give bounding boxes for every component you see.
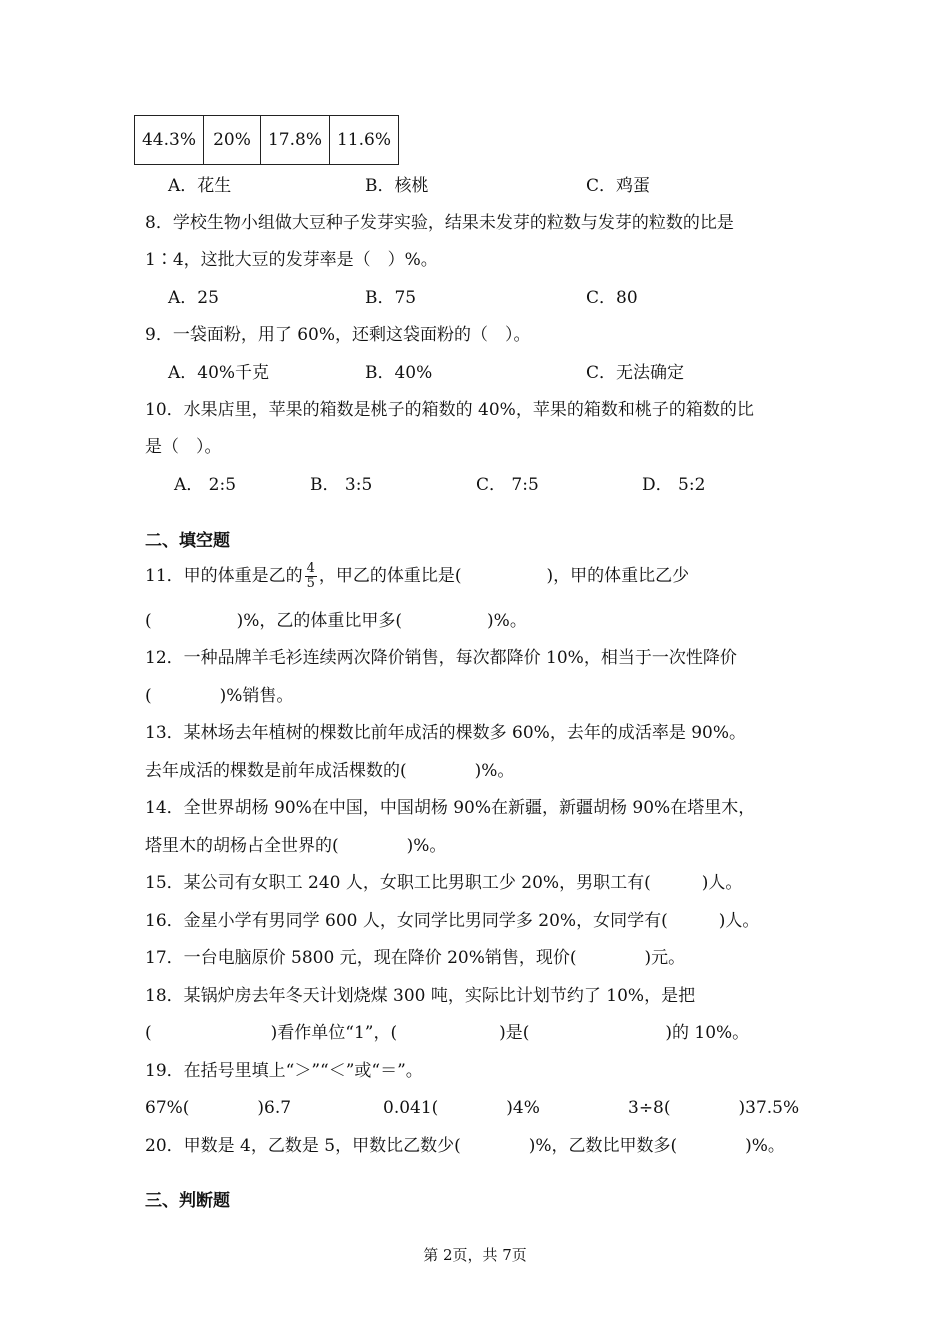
question-11-line1 [145, 558, 689, 594]
question-8-line1: 8．学校生物小组做大豆种子发芽实验，结果未发芽的粒数与发芽的粒数的比是 [145, 213, 734, 233]
option-a: A．花生 [168, 176, 232, 196]
question-19-item-2: 0.041( )4% [383, 1098, 540, 1118]
question-13-line1: 13．某林场去年植树的棵数比前年成活的棵数多 60%，去年的成活率是 90%。 [145, 723, 747, 743]
fraction-numerator: 4 [306, 561, 315, 576]
option-a: A． 2:5 [174, 475, 237, 495]
question-19-line1: 19．在括号里填上“＞”“＜”或“＝”。 [145, 1061, 423, 1081]
question-11-suffix: ，甲乙的体重比是( )，甲的体重比乙少 [318, 566, 690, 586]
option-b: B．75 [365, 288, 417, 308]
question-12-line2: ( )%销售。 [145, 686, 294, 706]
question-11-line2: ( )%，乙的体重比甲多( )%。 [145, 611, 527, 631]
option-c: C．80 [586, 288, 638, 308]
question-16: 16．金星小学有男同学 600 人，女同学比男同学多 20%，女同学有( )人。 [145, 911, 760, 931]
table-cell: 11.6% [330, 116, 399, 165]
option-a: A．25 [168, 288, 219, 308]
option-b: B． 3:5 [310, 475, 373, 495]
section-heading-judgement: 三、判断题 [145, 1191, 230, 1211]
option-c: C．无法确定 [586, 363, 685, 383]
question-18-line2: ( )看作单位“1”，( )是( )的 10%。 [145, 1023, 750, 1043]
option-c: C．鸡蛋 [586, 176, 651, 196]
question-14-line2: 塔里木的胡杨占全世界的( )%。 [145, 836, 447, 856]
question-12-line1: 12．一种品牌羊毛衫连续两次降价销售，每次都降价 10%，相当于一次性降价 [145, 648, 737, 668]
section-heading-fill-blank: 二、填空题 [145, 531, 230, 551]
question-19-item-1: 67%( )6.7 [145, 1098, 292, 1118]
page-footer: 第 2页，共 7页 [423, 1246, 527, 1264]
question-15: 15．某公司有女职工 240 人，女职工比男职工少 20%，男职工有( )人。 [145, 873, 743, 893]
question-13-line2: 去年成活的棵数是前年成活棵数的( )%。 [145, 761, 515, 781]
question-19-item-3: 3÷8( )37.5% [628, 1098, 800, 1118]
table-cell: 20% [204, 116, 261, 165]
question-17: 17．一台电脑原价 5800 元，现在降价 20%销售，现价( )元。 [145, 948, 686, 968]
question-8-line2: 1∶4，这批大豆的发芽率是（ ）%。 [145, 250, 438, 270]
question-20: 20．甲数是 4，乙数是 5，甲数比乙数少( )%，乙数比甲数多( )%。 [145, 1136, 785, 1156]
option-c: C． 7:5 [476, 475, 539, 495]
question-14-line1: 14．全世界胡杨 90%在中国，中国胡杨 90%在新疆，新疆胡杨 90%在塔里木， [145, 798, 756, 818]
question-18-line1: 18．某锅炉房去年冬天计划烧煤 300 吨，实际比计划节约了 10%，是把 [145, 986, 696, 1006]
fraction [305, 562, 317, 591]
option-d: D． 5:2 [642, 475, 706, 495]
table-cell: 44.3% [135, 116, 204, 165]
question-11-prefix: 11．甲的体重是乙的 [145, 566, 303, 586]
table-cell: 17.8% [261, 116, 330, 165]
option-a: A．40%千克 [168, 363, 270, 383]
question-10-line2: 是（ ）。 [145, 437, 222, 457]
fraction-denominator: 5 [306, 576, 315, 591]
percentage-table [134, 115, 399, 165]
option-b: B．40% [365, 363, 433, 383]
option-b: B．核桃 [365, 176, 429, 196]
question-10-line1: 10．水果店里，苹果的箱数是桃子的箱数的 40%，苹果的箱数和桃子的箱数的比 [145, 400, 754, 420]
question-9-line1: 9．一袋面粉，用了 60%，还剩这袋面粉的（ ）。 [145, 325, 531, 345]
